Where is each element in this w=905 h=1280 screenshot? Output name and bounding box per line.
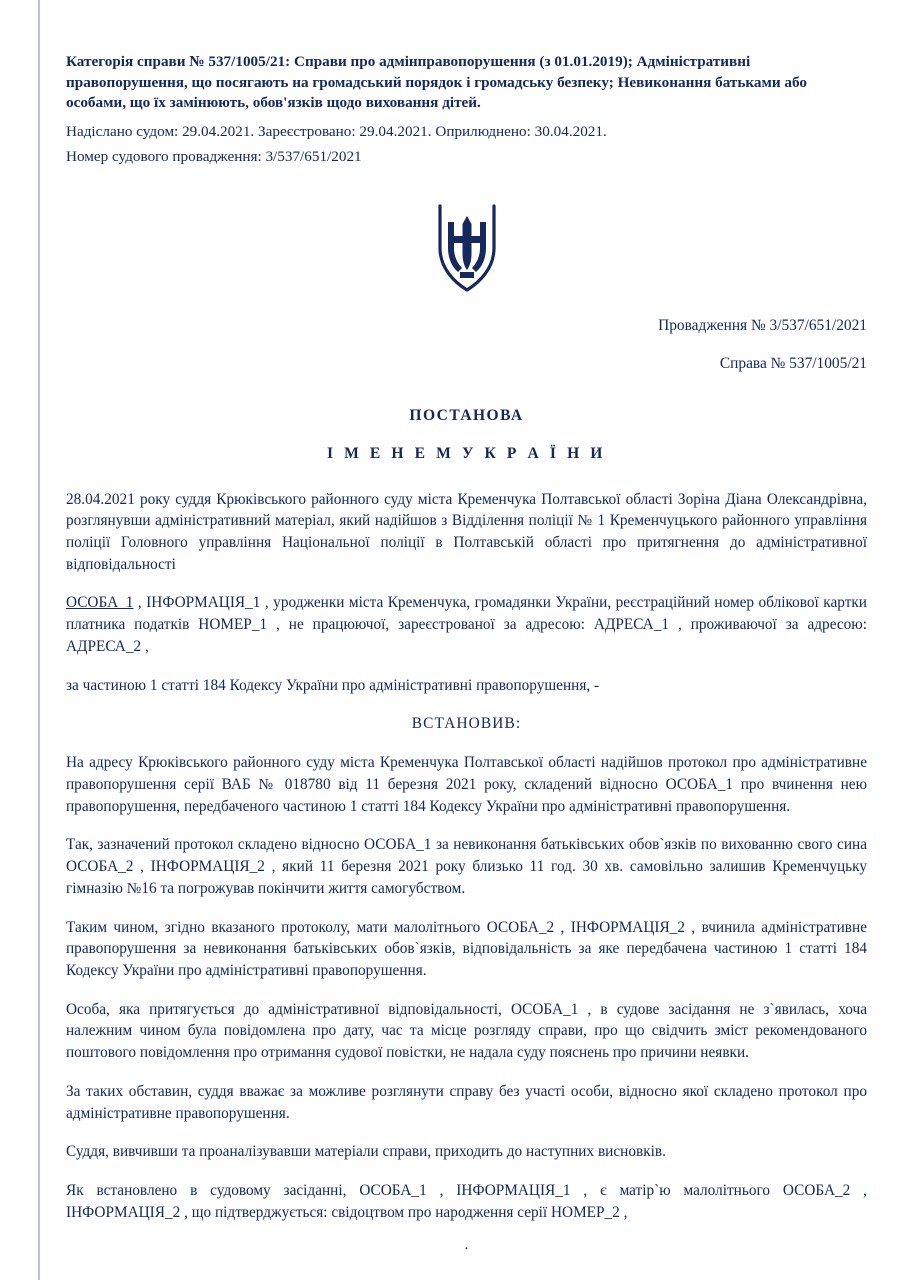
paragraph-6: Суддя, вивчивши та проаналізувавши матеріали справи, приходить до наступних висновків.: [66, 1143, 666, 1161]
page-trailing-dot: .: [464, 1237, 469, 1254]
paragraph-7: Як встановлено в судовому засіданні, ОСОБА_1 , ІНФОРМАЦІЯ_1 , є матір`ю малолітнього ОСОБА_2 , ІНФОРМАЦІЯ_2 , що підтверджується: свідоцтвом про народження серії НОМЕР_2 ,: [66, 1181, 867, 1221]
person-paragraph: [66, 592, 867, 657]
established-heading: ВСТАНОВИВ:: [411, 715, 522, 733]
paragraph-2: Так, зазначений протокол складено відносно ОСОБА_1 за невиконання батьківських обов`язків по вихованню свого сина ОСОБА_2 , ІНФОРМАЦІЯ_2 , який 11 березня 2021 року близько 11 год. 30 хв. самовільно залишив Кременчуцьку гімназію №16 та погрожував покінчити життя самогубством.: [66, 836, 867, 897]
document-body: [66, 489, 867, 1224]
paragraph-4: Особа, яка притягується до адміністративної відповідальності, ОСОБА_1 , в судове засідання не з`явилась, хоча належним чином була повідомлена про дату, час та місце розгляду справи, про що свідчить зміст рекомендованого поштового повідомлення про отримання судової повістки, не надала суду пояснень про причини неявки.: [66, 1000, 867, 1062]
document-subtitle: І М Е Н Е М У К Р А Ї Н И: [326, 444, 607, 462]
ukraine-coat-of-arms-icon: [66, 202, 867, 299]
left-margin-rule: [38, 0, 40, 1280]
publication-dates-line: Надіслано судом: 29.04.2021. Зареєстровано: 29.04.2021. Оприлюднено: 30.04.2021.: [66, 122, 607, 140]
case-number-right: Справа № 537/1005/21: [719, 354, 867, 372]
proceeding-number-line: Номер судового провадження: 3/537/651/2021: [66, 148, 362, 166]
article-reference: за частиною 1 статті 184 Кодексу України про адміністративні правопорушення, -: [66, 676, 600, 694]
document-header: [66, 52, 867, 168]
person-details: , ІНФОРМАЦІЯ_1 , уродженки міста Кременчука, громадянки України, реєстраційний номер облікової картки платника податків НОМЕР_1 , не працюючої, зареєстрованої за адресою: АДРЕСА_1 , проживаючої за адресою: АДРЕСА_2 ,: [66, 594, 867, 655]
paragraph-3: Таким чином, згідно вказаного протоколу, мати малолітнього ОСОБА_2 , ІНФОРМАЦІЯ_2 , вчинила адміністративне правопорушення за невиконання батьківських обов`язків, відповідальність за яке передбачена частиною 1 статті 184 Кодексу України про адміністративні правопорушення.: [66, 918, 867, 979]
case-category-line: Категорія справи № 537/1005/21: Справи про адмінправопорушення (з 01.01.2019); Адміністративні правопорушення, що посягають на громадський порядок і громадську безпеку; Невиконання батьками або особами, що їх замінюють, обов'язків щодо виховання дітей.: [66, 53, 807, 112]
document-title: ПОСТАНОВА: [409, 406, 524, 424]
intro-paragraph: 28.04.2021 року суддя Крюківського районного суду міста Кременчука Полтавської області Зоріна Діана Олександрівна, розглянувши адміністративний матеріал, який надійшов з Відділення поліції № 1 Кременчуцького районного управління поліції Головного управління Національної поліції в Полтавській області про притягнення до адміністративної відповідальності: [66, 490, 867, 573]
paragraph-1: На адресу Крюківського районного суду міста Кременчука Полтавської області надійшов протокол про адміністративне правопорушення серії ВАБ № 018780 від 11 березня 2021 року, складений відносно ОСОБА_1 про вчинення нею правопорушення, передбаченого частиною 1 статті 184 Кодексу України про адміністративні правопорушення.: [66, 754, 867, 815]
paragraph-5: За таких обставин, суддя вважає за можливе розглянути справу без участі особи, відносно якої складено протокол про адміністративне правопорушення.: [66, 1082, 867, 1122]
person-name-underlined: ОСОБА_1: [66, 594, 134, 612]
proceeding-number-right: Провадження № 3/537/651/2021: [658, 316, 867, 334]
